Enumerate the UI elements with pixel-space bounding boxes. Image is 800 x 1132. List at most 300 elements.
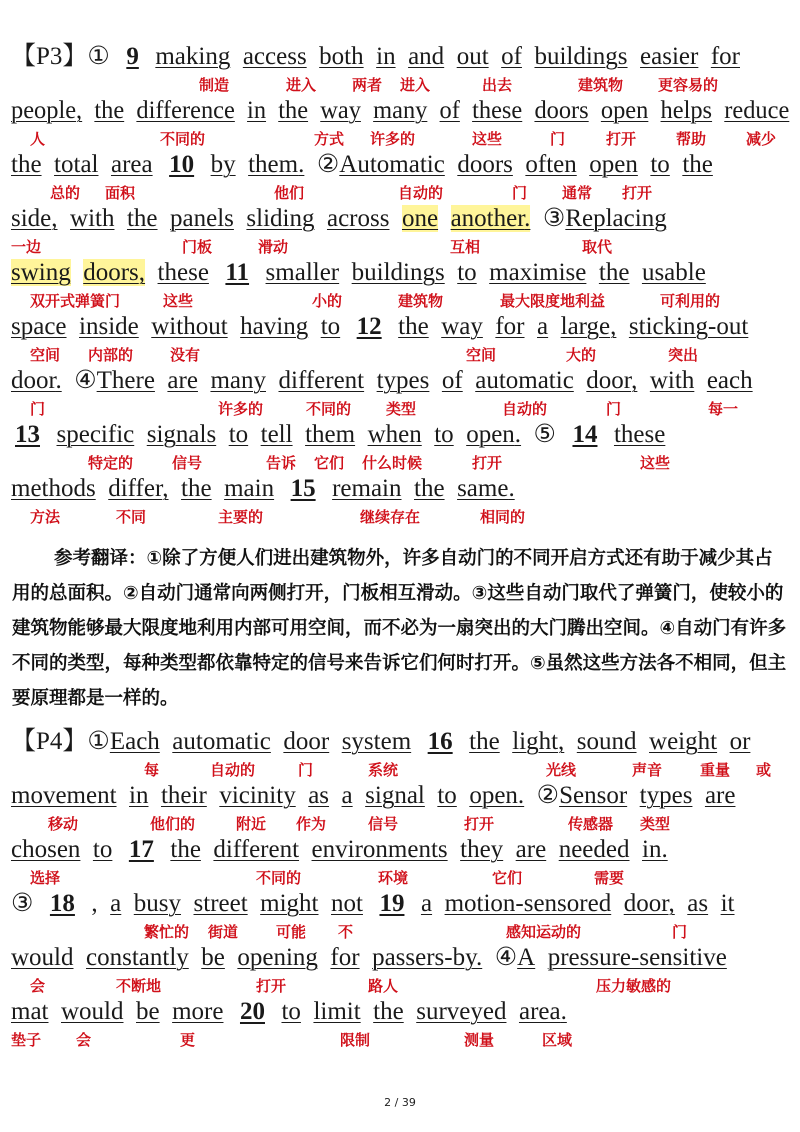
word: chosen bbox=[11, 836, 81, 863]
word: needed bbox=[558, 836, 630, 863]
chinese-gloss: 出去 bbox=[482, 76, 513, 94]
chinese-gloss: 门 bbox=[606, 400, 622, 418]
punctuation: . bbox=[524, 205, 531, 232]
word: to bbox=[228, 421, 249, 448]
chinese-gloss: 突出 bbox=[668, 346, 699, 364]
chinese-gloss: 这些 bbox=[640, 454, 671, 472]
word: often bbox=[525, 151, 577, 178]
word: their bbox=[160, 782, 207, 809]
chinese-gloss: 许多的 bbox=[370, 130, 416, 148]
word: buildings bbox=[351, 259, 445, 286]
word: when bbox=[367, 421, 422, 448]
word: the bbox=[181, 475, 212, 502]
word: inside bbox=[79, 313, 139, 340]
highlight bbox=[402, 205, 438, 232]
word: Replacing bbox=[565, 205, 667, 232]
word: the bbox=[170, 836, 201, 863]
word: door bbox=[283, 728, 330, 755]
chinese-gloss: 面积 bbox=[105, 184, 136, 202]
chinese-gloss: 垫子 bbox=[11, 1031, 42, 1049]
chinese-gloss: 进入 bbox=[400, 76, 431, 94]
p3-text-line bbox=[11, 150, 713, 180]
chinese-gloss: 减少 bbox=[746, 130, 777, 148]
word: with bbox=[70, 205, 115, 232]
word: types bbox=[639, 782, 693, 809]
chinese-gloss: 限制 bbox=[340, 1031, 371, 1049]
word: There bbox=[96, 367, 155, 394]
chinese-gloss: 方式 bbox=[314, 130, 345, 148]
chinese-gloss: 系统 bbox=[368, 761, 399, 779]
chinese-gloss: 打开 bbox=[256, 977, 287, 995]
word: in bbox=[129, 782, 149, 809]
word: panels bbox=[170, 205, 234, 232]
p3-text-line bbox=[11, 420, 665, 450]
word: for bbox=[330, 944, 360, 971]
word: for bbox=[710, 43, 740, 70]
word: weight bbox=[649, 728, 718, 755]
word: might bbox=[260, 890, 319, 917]
paragraph-label: 【P4】 bbox=[11, 728, 88, 755]
word: mat bbox=[11, 998, 49, 1025]
word: across bbox=[326, 205, 390, 232]
word: helps bbox=[660, 97, 713, 124]
chinese-gloss: 门 bbox=[298, 761, 314, 779]
word: many bbox=[373, 97, 428, 124]
chinese-gloss: 没有 bbox=[170, 346, 201, 364]
word: these bbox=[472, 97, 523, 124]
word: to bbox=[650, 151, 670, 178]
word: them bbox=[248, 151, 299, 178]
chinese-gloss: 可利用的 bbox=[660, 292, 721, 310]
chinese-gloss: 环境 bbox=[378, 869, 409, 887]
word: main bbox=[224, 475, 275, 502]
word: one bbox=[401, 205, 439, 232]
word: Each bbox=[109, 728, 160, 755]
highlight bbox=[83, 259, 145, 286]
punctuation: . bbox=[475, 944, 483, 971]
blank-number: 18 bbox=[49, 890, 75, 917]
p3-text-line bbox=[11, 474, 515, 504]
word: door bbox=[623, 890, 669, 917]
word: people bbox=[11, 97, 77, 124]
word: to bbox=[92, 836, 113, 863]
word: these bbox=[613, 421, 666, 448]
word: to bbox=[457, 259, 477, 286]
chinese-gloss: 取代 bbox=[582, 238, 613, 256]
chinese-gloss: 会 bbox=[30, 977, 46, 995]
chinese-gloss: 这些 bbox=[472, 130, 503, 148]
word: area bbox=[518, 998, 561, 1025]
word: area bbox=[110, 151, 153, 178]
word: busy bbox=[133, 890, 182, 917]
word: be bbox=[201, 944, 225, 971]
word: as bbox=[687, 890, 709, 917]
chinese-gloss: 门 bbox=[672, 923, 688, 941]
punctuation: , bbox=[91, 890, 98, 917]
word: are bbox=[704, 782, 736, 809]
word: motion-sensored bbox=[444, 890, 612, 917]
word: they bbox=[460, 836, 504, 863]
word: the bbox=[469, 728, 500, 755]
word: to bbox=[281, 998, 301, 1025]
chinese-gloss: 作为 bbox=[296, 815, 327, 833]
punctuation: . bbox=[560, 998, 567, 1025]
chinese-gloss: 重量 bbox=[700, 761, 731, 779]
word: pressure-sensitive bbox=[547, 944, 727, 971]
word: with bbox=[649, 367, 695, 394]
page-indicator: 2 / 39 bbox=[384, 1096, 416, 1109]
chinese-gloss: 不 bbox=[338, 923, 354, 941]
highlight bbox=[451, 205, 531, 232]
punctuation: , bbox=[51, 205, 58, 232]
word: doors bbox=[83, 259, 139, 286]
word: usable bbox=[641, 259, 706, 286]
p4-text-line bbox=[11, 781, 735, 811]
sentence-number: ③ bbox=[11, 890, 34, 917]
sentence-number: ① bbox=[87, 43, 110, 70]
word: making bbox=[155, 43, 231, 70]
chinese-gloss: 自动的 bbox=[502, 400, 548, 418]
sentence-number: ② bbox=[536, 782, 560, 809]
punctuation: . bbox=[517, 782, 525, 809]
word: open bbox=[589, 151, 638, 178]
chinese-gloss: 打开 bbox=[622, 184, 653, 202]
chinese-gloss: 街道 bbox=[208, 923, 239, 941]
chinese-gloss: 会 bbox=[76, 1031, 92, 1049]
word: buildings bbox=[534, 43, 628, 70]
chinese-gloss: 信号 bbox=[172, 454, 203, 472]
word: the bbox=[398, 313, 429, 340]
word: sound bbox=[576, 728, 637, 755]
chinese-gloss: 类型 bbox=[386, 400, 417, 418]
chinese-gloss: 可能 bbox=[276, 923, 307, 941]
word: sticking-out bbox=[628, 313, 749, 340]
blank-number: 10 bbox=[169, 151, 195, 178]
chinese-gloss: 不断地 bbox=[116, 977, 162, 995]
word: the bbox=[94, 97, 125, 124]
chinese-gloss: 不同的 bbox=[306, 400, 352, 418]
sentence-number: ④ bbox=[494, 944, 518, 971]
paragraph-label: 【P3】 bbox=[11, 43, 88, 70]
chinese-gloss: 或 bbox=[756, 761, 772, 779]
word: of bbox=[439, 97, 460, 124]
word: large bbox=[560, 313, 611, 340]
chinese-gloss: 继续存在 bbox=[360, 508, 421, 526]
word: specific bbox=[56, 421, 135, 448]
punctuation: . bbox=[661, 836, 668, 863]
blank-number: 12 bbox=[356, 313, 382, 340]
chinese-gloss: 选择 bbox=[30, 869, 61, 887]
p4-text-line bbox=[11, 889, 735, 919]
chinese-gloss: 测量 bbox=[464, 1031, 495, 1049]
chinese-gloss: 每 bbox=[144, 761, 160, 779]
word: of bbox=[441, 367, 463, 394]
word: the bbox=[373, 998, 404, 1025]
word: system bbox=[341, 728, 412, 755]
word: would bbox=[61, 998, 124, 1025]
chinese-gloss: 滑动 bbox=[258, 238, 289, 256]
chinese-gloss: 人 bbox=[30, 130, 46, 148]
chinese-gloss: 门 bbox=[30, 400, 46, 418]
chinese-gloss: 门板 bbox=[182, 238, 213, 256]
word: sliding bbox=[246, 205, 315, 232]
highlight bbox=[11, 259, 71, 286]
chinese-gloss: 光线 bbox=[546, 761, 577, 779]
chinese-gloss: 通常 bbox=[562, 184, 593, 202]
word: each bbox=[706, 367, 753, 394]
chinese-gloss: 更 bbox=[180, 1031, 196, 1049]
blank-number: 17 bbox=[128, 836, 154, 863]
p3-text-line bbox=[11, 312, 748, 342]
blank-number: 11 bbox=[225, 259, 250, 286]
word: signals bbox=[146, 421, 217, 448]
sentence-number: ① bbox=[87, 728, 110, 755]
word: open bbox=[600, 97, 649, 124]
word: door bbox=[11, 367, 56, 394]
p3-text-line bbox=[11, 42, 740, 72]
chinese-gloss: 建筑物 bbox=[578, 76, 624, 94]
blank-number: 14 bbox=[572, 421, 598, 448]
word: total bbox=[54, 151, 99, 178]
word: or bbox=[729, 728, 751, 755]
word: not bbox=[331, 890, 363, 917]
word: Sensor bbox=[559, 782, 628, 809]
punctuation: , bbox=[668, 890, 675, 917]
chinese-gloss: 总的 bbox=[50, 184, 81, 202]
punctuation: . bbox=[55, 367, 62, 394]
p4-text-line bbox=[11, 727, 750, 757]
word: of bbox=[501, 43, 522, 70]
word: in bbox=[642, 836, 662, 863]
chinese-gloss: 告诉 bbox=[266, 454, 297, 472]
word: out bbox=[456, 43, 489, 70]
blank-number: 15 bbox=[290, 475, 316, 502]
chinese-gloss: 主要的 bbox=[218, 508, 264, 526]
chinese-gloss: 打开 bbox=[606, 130, 637, 148]
chinese-gloss: 声音 bbox=[632, 761, 663, 779]
chinese-gloss: 自动的 bbox=[210, 761, 256, 779]
word: maximise bbox=[489, 259, 587, 286]
word: be bbox=[136, 998, 160, 1025]
p3-text-line bbox=[11, 366, 753, 396]
chinese-gloss: 方法 bbox=[30, 508, 61, 526]
chinese-gloss: 空间 bbox=[30, 346, 61, 364]
chinese-gloss: 制造 bbox=[199, 76, 230, 94]
word: having bbox=[240, 313, 309, 340]
chinese-gloss: 他们 bbox=[274, 184, 305, 202]
chinese-gloss: 什么时候 bbox=[362, 454, 423, 472]
word: a bbox=[420, 890, 433, 917]
punctuation: , bbox=[162, 475, 169, 502]
punctuation: . bbox=[514, 421, 522, 448]
p3-text-line bbox=[11, 96, 789, 126]
word: differ bbox=[108, 475, 163, 502]
chinese-gloss: 类型 bbox=[640, 815, 671, 833]
word: way bbox=[441, 313, 483, 340]
word: doors bbox=[457, 151, 513, 178]
chinese-gloss: 这些 bbox=[163, 292, 194, 310]
sentence-number: ④ bbox=[74, 367, 97, 394]
p3-text-line bbox=[11, 204, 667, 234]
word: the bbox=[126, 205, 158, 232]
chinese-gloss: 大的 bbox=[566, 346, 597, 364]
chinese-gloss: 更容易的 bbox=[658, 76, 719, 94]
word: the bbox=[598, 259, 630, 286]
word: space bbox=[11, 313, 67, 340]
p4-text-line bbox=[11, 943, 727, 973]
word: passers-by bbox=[372, 944, 476, 971]
chinese-gloss: 门 bbox=[512, 184, 528, 202]
chinese-gloss: 需要 bbox=[594, 869, 625, 887]
word: different bbox=[278, 367, 365, 394]
blank-number: 16 bbox=[427, 728, 453, 755]
chinese-gloss: 感知运动的 bbox=[506, 923, 582, 941]
blank-number: 19 bbox=[379, 890, 405, 917]
word: both bbox=[319, 43, 364, 70]
p4-text-line bbox=[11, 997, 567, 1027]
chinese-gloss: 建筑物 bbox=[398, 292, 444, 310]
chinese-gloss: 它们 bbox=[492, 869, 523, 887]
word: are bbox=[515, 836, 547, 863]
word: in bbox=[247, 97, 267, 124]
chinese-gloss: 附近 bbox=[236, 815, 267, 833]
word: street bbox=[193, 890, 248, 917]
chinese-gloss: 进入 bbox=[286, 76, 317, 94]
chinese-gloss: 不同的 bbox=[160, 130, 206, 148]
word: more bbox=[172, 998, 224, 1025]
chinese-gloss: 不同 bbox=[116, 508, 147, 526]
word: swing bbox=[11, 259, 71, 286]
word: light bbox=[512, 728, 559, 755]
word: types bbox=[376, 367, 430, 394]
word: constantly bbox=[86, 944, 189, 971]
chinese-gloss: 空间 bbox=[466, 346, 497, 364]
word: and bbox=[408, 43, 445, 70]
chinese-gloss: 帮助 bbox=[676, 130, 707, 148]
chinese-gloss: 最大限度地利益 bbox=[500, 292, 606, 310]
blank-number: 13 bbox=[15, 421, 40, 448]
word: doors bbox=[534, 97, 589, 124]
word: methods bbox=[11, 475, 96, 502]
chinese-gloss: 许多的 bbox=[218, 400, 264, 418]
chinese-gloss: 移动 bbox=[48, 815, 79, 833]
word: limit bbox=[313, 998, 361, 1025]
chinese-gloss: 不同的 bbox=[256, 869, 302, 887]
word: them bbox=[305, 421, 356, 448]
sentence-number: ⑤ bbox=[533, 421, 556, 448]
chinese-gloss: 压力敏感的 bbox=[596, 977, 672, 995]
chinese-gloss: 小的 bbox=[312, 292, 343, 310]
word: the bbox=[682, 151, 713, 178]
word: these bbox=[157, 259, 209, 286]
chinese-gloss: 相同的 bbox=[480, 508, 526, 526]
word: open bbox=[469, 782, 518, 809]
word: way bbox=[320, 97, 361, 124]
chinese-gloss: 每一 bbox=[708, 400, 739, 418]
chinese-gloss: 打开 bbox=[472, 454, 503, 472]
chinese-gloss: 特定的 bbox=[88, 454, 134, 472]
p3-text-line bbox=[11, 258, 706, 288]
word: movement bbox=[11, 782, 117, 809]
blank-number: 9 bbox=[126, 43, 139, 70]
chinese-gloss: 双开式弹簧门 bbox=[30, 292, 121, 310]
word: the bbox=[11, 151, 42, 178]
punctuation: . bbox=[298, 151, 305, 178]
word: by bbox=[210, 151, 236, 178]
chinese-gloss: 打开 bbox=[464, 815, 495, 833]
sentence-number: ③ bbox=[542, 205, 566, 232]
word: a bbox=[341, 782, 353, 809]
word: in bbox=[376, 43, 396, 70]
word: many bbox=[210, 367, 266, 394]
sentence-number: ② bbox=[316, 151, 340, 178]
chinese-gloss: 它们 bbox=[314, 454, 345, 472]
punctuation: , bbox=[76, 97, 83, 124]
word: signal bbox=[365, 782, 425, 809]
p4-text-line bbox=[11, 835, 668, 865]
chinese-gloss: 信号 bbox=[368, 815, 399, 833]
word: the bbox=[278, 97, 309, 124]
word: Automatic bbox=[339, 151, 445, 178]
word: door bbox=[586, 367, 632, 394]
word: opening bbox=[237, 944, 318, 971]
word: different bbox=[213, 836, 300, 863]
punctuation: . bbox=[508, 475, 515, 502]
word: to bbox=[320, 313, 341, 340]
chinese-gloss: 内部的 bbox=[88, 346, 134, 364]
word: automatic bbox=[172, 728, 271, 755]
word: the bbox=[414, 475, 445, 502]
word: smaller bbox=[265, 259, 340, 286]
punctuation: , bbox=[138, 259, 146, 286]
chinese-gloss: 他们的 bbox=[150, 815, 196, 833]
chinese-gloss: 互相 bbox=[450, 238, 481, 256]
word: it bbox=[720, 890, 735, 917]
punctuation: , bbox=[631, 367, 638, 394]
word: remain bbox=[332, 475, 402, 502]
word: as bbox=[308, 782, 330, 809]
chinese-gloss: 两者 bbox=[352, 76, 383, 94]
word: vicinity bbox=[219, 782, 296, 809]
word: open bbox=[466, 421, 515, 448]
chinese-gloss: 自动的 bbox=[398, 184, 444, 202]
word: same bbox=[457, 475, 509, 502]
chinese-gloss: 繁忙的 bbox=[144, 923, 190, 941]
word: tell bbox=[260, 421, 293, 448]
word: are bbox=[167, 367, 198, 394]
word: environments bbox=[311, 836, 448, 863]
word: to bbox=[437, 782, 457, 809]
punctuation: , bbox=[558, 728, 565, 755]
word: access bbox=[242, 43, 307, 70]
word: a bbox=[537, 313, 549, 340]
blank-number: 20 bbox=[239, 998, 265, 1025]
word: easier bbox=[640, 43, 699, 70]
word: without bbox=[151, 313, 228, 340]
word: A bbox=[517, 944, 536, 971]
word: to bbox=[434, 421, 454, 448]
punctuation: , bbox=[610, 313, 617, 340]
word: for bbox=[495, 313, 525, 340]
word: would bbox=[11, 944, 74, 971]
reference-translation: 参考翻译：①除了方便人们进出建筑物外，许多自动门的不同开启方式还有助于减少其占用的总面积。②自动门通常向两侧打开，门板相互滑动。③这些自动门取代了弹簧门，使较小的建筑物能够最大限度地利用内部可用空间，而不必为一扇突出的大门腾出空间。④自动门有许多不同的类型，每种类型都依靠特定的信号来告诉它们何时打开。⑤虽然这些方法各不相同，但主要原理都是一样的。 bbox=[12, 548, 787, 709]
word: difference bbox=[136, 97, 235, 124]
word: a bbox=[110, 890, 122, 917]
word: surveyed bbox=[416, 998, 507, 1025]
word: automatic bbox=[475, 367, 574, 394]
chinese-gloss: 区域 bbox=[542, 1031, 573, 1049]
word: side bbox=[11, 205, 52, 232]
